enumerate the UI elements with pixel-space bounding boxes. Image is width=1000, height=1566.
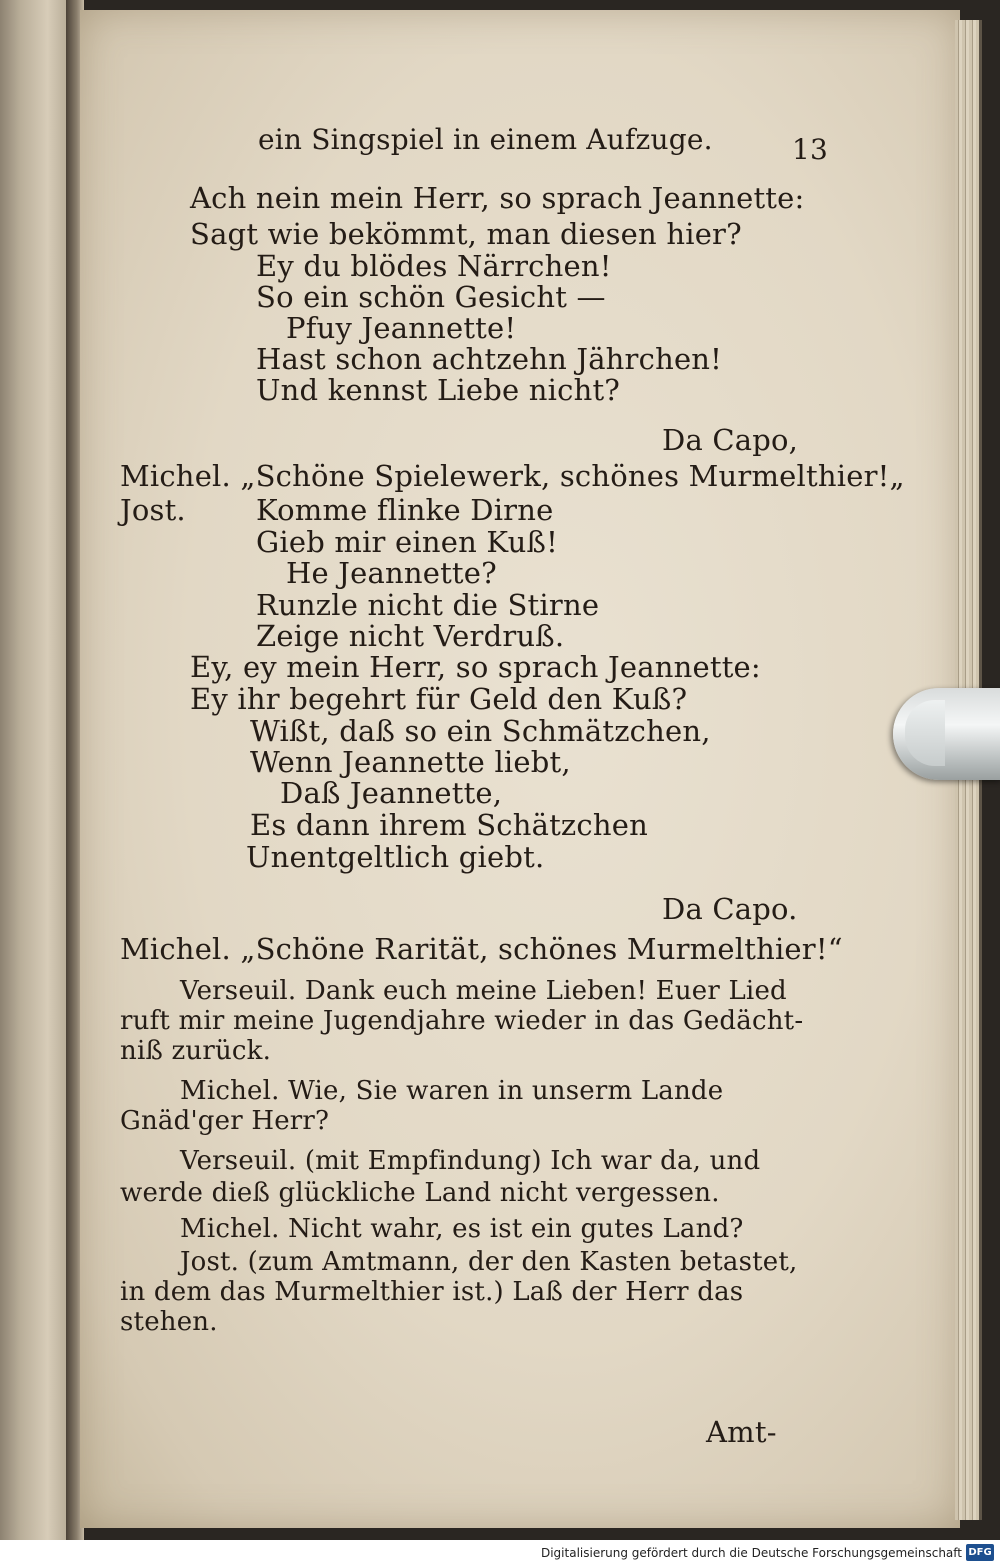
text-line: Komme flinke Dirne: [256, 493, 554, 527]
text-line: Ach nein mein Herr, so sprach Jeannette:: [190, 181, 805, 215]
text-line: Sagt wie bekömmt, man diesen hier?: [190, 217, 742, 251]
running-head: ein Singspiel in einem Aufzuge.: [258, 123, 713, 156]
text-line: werde dieß glückliche Land nicht vergessen.: [120, 1178, 720, 1208]
text-line: Verseuil. (mit Empfindung) Ich war da, und: [180, 1146, 761, 1176]
text-line: Verseuil. Dank euch meine Lieben! Euer Lied: [180, 976, 787, 1006]
text-line: Pfuy Jeannette!: [286, 311, 517, 345]
text-line: in dem das Murmelthier ist.) Laß der Herr das: [120, 1277, 744, 1307]
dfg-logo-icon: DFG: [966, 1544, 994, 1561]
text-line: Michel. Wie, Sie waren in unserm Lande: [180, 1076, 724, 1106]
text-line: Gnäd'ger Herr?: [120, 1106, 330, 1136]
text-line: Wenn Jeannette liebt,: [250, 745, 571, 779]
text-line: He Jeannette?: [286, 556, 497, 590]
text-line: Ey, ey mein Herr, so sprach Jeannette:: [190, 650, 761, 684]
text-line: Jost. (zum Amtmann, der den Kasten betastet,: [180, 1247, 798, 1277]
text-line: Es dann ihrem Schätzchen: [250, 808, 648, 842]
text-line: Runzle nicht die Stirne: [256, 588, 600, 622]
catchword: Amt-: [706, 1415, 777, 1449]
page-clip: [893, 688, 1000, 780]
text-line: Unentgeltlich giebt.: [246, 840, 545, 874]
text-line: Und kennst Liebe nicht?: [256, 373, 621, 407]
page-number: 13: [792, 133, 829, 166]
speaker-line: Michel. „Schöne Spielewerk, schönes Murmelthier!„: [120, 459, 905, 493]
text-line: Ey du blödes Närrchen!: [256, 249, 612, 283]
text-line: So ein schön Gesicht —: [256, 280, 606, 314]
da-capo: Da Capo,: [662, 423, 799, 457]
text-line: stehen.: [120, 1307, 218, 1337]
adjacent-page-edge: [0, 0, 70, 1540]
text-line: Hast schon achtzehn Jährchen!: [256, 342, 723, 376]
text-line: niß zurück.: [120, 1036, 272, 1066]
text-line: Gieb mir einen Kuß!: [256, 525, 558, 559]
text-line: Michel. Nicht wahr, es ist ein gutes Land?: [180, 1214, 744, 1244]
speaker-line: Michel. „Schöne Rarität, schönes Murmelthier!“: [120, 932, 843, 966]
footer-credit: Digitalisierung gefördert durch die Deutsche Forschungsgemeinschaft: [540, 1546, 962, 1560]
text-line: ruft mir meine Jugendjahre wieder in das Gedächt-: [120, 1006, 804, 1036]
text-line: Ey ihr begehrt für Geld den Kuß?: [190, 682, 688, 716]
text-line: Daß Jeannette,: [280, 776, 503, 810]
text-line: Zeige nicht Verdruß.: [256, 619, 565, 653]
speaker-name: Jost.: [120, 493, 186, 527]
text-line: Wißt, daß so ein Schmätzchen,: [250, 714, 711, 748]
da-capo: Da Capo.: [662, 892, 798, 926]
